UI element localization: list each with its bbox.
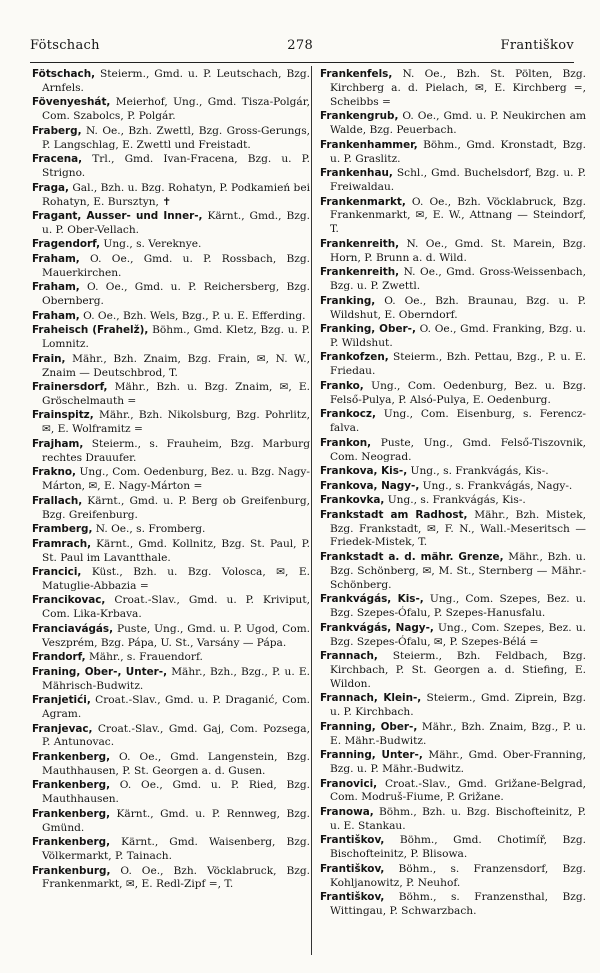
gazetteer-entry (320, 480, 586, 494)
entry-description: Steierm., Gmd. u. P. Leutschach, Bzg. Arnfels. (42, 68, 310, 94)
entry-term: Frain, (32, 352, 66, 365)
entry-description: Ung., s. Frankvágás, Nagy-. (419, 479, 573, 492)
entry-term: Frankenburg, (32, 864, 111, 877)
gazetteer-entry (32, 253, 310, 281)
entry-term: Frallach, (32, 494, 83, 507)
entry-description: Kärnt., Gmd. u. P. Berg ob Greifenburg, Bzg. Greifenburg. (42, 494, 310, 521)
gazetteer-entry (32, 182, 310, 210)
entry-term: Frankofzen, (320, 351, 389, 364)
entry-description: Kärnt., Gmd. Waisenberg, Bzg. Völkermarkt, P. Tainach. (42, 836, 310, 863)
entry-description: Steierm., Bzh. Feldbach, Bzg. Kirchbach, P. St. Georgen a. d. Stiefing, E. Wildon. (330, 650, 586, 690)
entry-description: Ung., Com. Szepes, Bez. u. Bzg. Szepes-Ófalu, ✉, P. Szepes-Bélá = (330, 621, 586, 648)
gazetteer-entry (320, 351, 586, 379)
gazetteer-entry (32, 495, 310, 523)
gazetteer-entry (32, 353, 310, 381)
entry-description: O. Oe., Gmd. u. P. Neukirchen am Walde, Bzg. Peuerbach. (330, 110, 586, 137)
entry-term: Frankovka, (320, 494, 385, 507)
entry-description: Böhm., Gmd. Chotimíř, Bzg. Bischofteinitz, P. Blisowa. (330, 834, 586, 861)
gazetteer-entry (320, 749, 586, 777)
page-header (30, 36, 574, 54)
page-number: 278 (287, 37, 314, 53)
entry-description: Kärnt., Gmd. Kollnitz, Bzg. St. Paul, P. St. Paul im Lavantthale. (42, 537, 310, 564)
entry-term: Frannach, (320, 650, 378, 663)
entry-description: Böhm., Gmd. Kletz, Bzg. u. P. Lomnitz. (42, 324, 310, 351)
entry-description: Croat.-Slav., Gmd. u. P. Kriviput, Com. Lika-Krbava. (42, 594, 310, 621)
left-column (32, 68, 310, 893)
gazetteer-entry (32, 836, 310, 864)
gazetteer-entry (320, 622, 586, 650)
entry-description: Ung., s. Vereknye. (100, 238, 202, 251)
gazetteer-entry (320, 68, 586, 110)
entry-term: Frankenhau, (320, 167, 393, 180)
entry-description: Croat.-Slav., Gmd. u. P. Draganić, Com. Agram. (42, 694, 310, 721)
gazetteer-entry (32, 538, 310, 566)
gazetteer-entry (32, 125, 310, 153)
entry-term: Frannach, Klein-, (320, 692, 422, 705)
gazetteer-entry (32, 808, 310, 836)
gazetteer-entry (32, 381, 310, 409)
gazetteer-entry (320, 692, 586, 720)
entry-description: O. Oe., Gmd. Franking, Bzg. u. P. Wildshut. (330, 323, 586, 349)
gazetteer-entry (32, 723, 310, 751)
entry-description: O. Oe., Gmd. u. P. Reichersberg, Bzg. Obernberg. (42, 281, 310, 308)
entry-description: Ung., s. Frankvágás, Kis-. (407, 465, 549, 478)
gazetteer-entry (320, 891, 586, 919)
header-right-guide-word: Františkov (500, 37, 574, 53)
entry-term: Franjetići, (32, 694, 91, 707)
gazetteer-entry (32, 779, 310, 807)
entry-term: Framberg, (32, 523, 93, 536)
entry-term: Fötschach, (32, 68, 96, 80)
entry-term: Frankenmarkt, (320, 195, 406, 208)
gazetteer-entry (320, 167, 586, 195)
entry-term: Frankova, Kis-, (320, 465, 408, 478)
entry-description: Küst., Bzh. u. Bzg. Volosca, ✉, E. Matuglie-Abbazia = (42, 566, 310, 592)
gazetteer-entry (32, 96, 310, 124)
gazetteer-entry (32, 238, 310, 252)
gazetteer-entry (32, 651, 310, 665)
entry-term: Frankstadt a. d. mähr. Grenze, (320, 550, 504, 563)
gazetteer-entry (320, 593, 586, 621)
entry-term: Franjevac, (32, 722, 93, 735)
gazetteer-entry (320, 110, 586, 138)
entry-term: Franking, (320, 294, 376, 307)
gazetteer-entry (32, 153, 310, 181)
entry-description: Ung., Com. Szepes, Bez. u. Bzg. Szepes-Ófalu, P. Szepes-Hanusfalu. (330, 593, 586, 620)
entry-term: Framrach, (32, 537, 92, 550)
entry-description: Ung., Com. Oedenburg, Bez. u. Bzg. Felső-Pulya, P. Alsó-Pulya, E. Oedenburg. (330, 379, 586, 406)
gazetteer-entry (32, 566, 310, 594)
entry-term: Fraham, (32, 309, 80, 322)
gazetteer-entry (32, 310, 310, 324)
entry-term: Frankenberg, (32, 807, 111, 820)
gazetteer-entry (32, 694, 310, 722)
gazetteer-entry (32, 865, 310, 893)
gazetteer-entry (320, 139, 586, 167)
entry-description: Mähr., Bzh. Znaim, Bzg., P. u. E. Mähr.-Budwitz. (330, 720, 586, 747)
entry-description: Trl., Gmd. Ivan-Fracena, Bzg. u. P. Strigno. (42, 153, 310, 180)
entry-description: Mähr., s. Frauendorf. (85, 651, 203, 664)
entry-description: Böhm., s. Franzensdorf, Bzg. Kohljanowitz, P. Neuhof. (330, 862, 586, 889)
entry-term: Frankon, (320, 436, 372, 449)
entry-term: Francikovac, (32, 594, 106, 607)
entry-description: N. Oe., Bzh. St. Pölten, Bzg. Kirchberg a. d. Pielach, ✉, E. Kirchberg =, Scheibbs = (330, 68, 586, 108)
entry-term: Fraham, (32, 252, 80, 265)
entry-term: Františkov, (320, 891, 385, 904)
entry-description: Böhm., s. Franzensthal, Bzg. Wittingau, P. Schwarzbach. (330, 891, 586, 918)
gazetteer-entry (320, 834, 586, 862)
entry-description: Mähr., Bzh. u. Bzg. Schönberg, ✉, M. St., Sternberg — Mähr.-Schönberg. (330, 550, 586, 591)
entry-description: Mähr., Bzh. u. Bzg. Znaim, ✉, E. Gröschelmauth = (42, 381, 310, 407)
entry-description: Ung., s. Frankvágás, Kis-. (384, 494, 526, 507)
entry-term: Frandorf, (32, 651, 86, 664)
entry-term: Franovici, (320, 777, 378, 790)
entry-term: Franko, (320, 379, 364, 392)
gazetteer-entry (320, 509, 586, 551)
entry-description: Mähr., Bzh. Mistek, Bzg. Frankstadt, ✉, F. N., Wall.-Meseritsch — Friedek-Mistek, T. (330, 508, 586, 549)
entry-description: N. Oe., Gmd. St. Marein, Bzg. Horn, P. Brunn a. d. Wild. (330, 237, 586, 264)
gazetteer-entry (32, 623, 310, 651)
entry-description: Croat.-Slav., Gmd. Gaj, Com. Pozsega, P. Antunovac. (42, 722, 310, 749)
gazetteer-entry (32, 438, 310, 466)
entry-term: Frankenhammer, (320, 138, 418, 151)
entry-description: O. Oe., Bzh. Braunau, Bzg. u. P. Wildshut, E. Oberndorf. (330, 294, 586, 321)
entry-term: Fragant, Ausser- und Inner-, (32, 210, 203, 223)
gazetteer-entry (320, 551, 586, 593)
entry-description: Böhm., Gmd. Kronstadt, Bzg. u. P. Graslitz. (330, 138, 586, 165)
gazetteer-entry (320, 323, 586, 351)
entry-description: Ung., Com. Oedenburg, Bez. u. Bzg. Nagy-Márton, ✉, E. Nagy-Márton = (42, 466, 310, 493)
entry-description: O. Oe., Bzh. Vöcklabruck, Bzg. Frankenmarkt, ✉, E. Redl-Zipf =, T. (42, 864, 310, 891)
entry-term: Frankenfels, (320, 68, 393, 80)
entry-description: Steierm., Gmd. Ziprein, Bzg. u. P. Kirchbach. (330, 692, 587, 719)
entry-term: Franciavágás, (32, 622, 114, 635)
gazetteer-entry (32, 751, 310, 779)
entry-term: Fracena, (32, 153, 83, 166)
entry-description: O. Oe., Gmd. Langenstein, Bzg. Mauthhausen, P. St. Georgen a. d. Gusen. (42, 750, 310, 777)
entry-term: Fragendorf, (32, 238, 101, 251)
entry-description: O. Oe., Bzh. Vöcklabruck, Bzg. Frankenmarkt, ✉, E. W., Attnang — Steindorf, T. (330, 195, 586, 236)
entry-description: Croat.-Slav., Gmd. Grižane-Belgrad, Com. Modruš-Fiume, P. Grižane. (330, 777, 586, 804)
gazetteer-entry (320, 295, 586, 323)
column-divider (311, 66, 312, 955)
entry-term: Franking, Ober-, (320, 323, 416, 336)
entry-term: Frankenberg, (32, 779, 111, 792)
entry-term: Fraham, (32, 281, 80, 294)
gazetteer-entry (32, 523, 310, 537)
entry-description: Mähr., Bzh., Bzg., P. u. E. Mährisch-Budwitz. (42, 665, 310, 692)
gazetteer-entry (32, 409, 310, 437)
entry-term: Francici, (32, 566, 82, 578)
entry-description: Puste, Ung., Gmd. Felső-Tiszovnik, Com. Neograd. (330, 436, 586, 463)
gazetteer-entry (32, 210, 310, 238)
entry-term: Frankova, Nagy-, (320, 479, 420, 492)
entry-term: Franning, Unter-, (320, 749, 423, 762)
entry-description: Mähr., Gmd. Ober-Franning, Bzg. u. P. Mähr.-Budwitz. (330, 749, 586, 776)
entry-term: Frankocz, (320, 408, 376, 421)
gazetteer-entry (320, 863, 586, 891)
entry-description: Mähr., Bzh. Znaim, Bzg. Frain, ✉, N. W., Znaim — Deutschbrod, T. (42, 352, 310, 379)
entry-description: Meierhof, Ung., Gmd. Tisza-Polgár, Com. Szabolcs, P. Polgár. (42, 96, 310, 123)
gazetteer-entry (320, 465, 586, 479)
right-column (320, 68, 586, 920)
entry-description: N. Oe., s. Fromberg. (92, 523, 206, 536)
entry-term: Frankstadt am Radhost, (320, 508, 468, 521)
entry-term: Fraheisch (Frahelž), (32, 324, 149, 337)
gazetteer-entry (32, 324, 310, 352)
entry-term: Frajham, (32, 437, 84, 450)
entry-description: Schl., Gmd. Buchelsdorf, Bzg. u. P. Freiwaldau. (330, 167, 586, 194)
entry-term: Frankvágás, Nagy-, (320, 621, 434, 634)
entry-description: O. Oe., Gmd. u. P. Ried, Bzg. Mauthhausen. (42, 779, 310, 806)
gazetteer-entry (320, 494, 586, 508)
entry-description: Mähr., Bzh. Nikolsburg, Bzg. Pohrlitz, ✉, E. Wolframitz = (42, 409, 310, 436)
gazetteer-entry (320, 778, 586, 806)
gazetteer-entry (320, 196, 586, 238)
gazetteer-entry (320, 238, 586, 266)
gazetteer-entry (32, 594, 310, 622)
entry-term: Františkov, (320, 862, 385, 875)
gazetteer-entry (32, 466, 310, 494)
gazetteer-entry (320, 408, 586, 436)
entry-term: Frankenberg, (32, 836, 111, 849)
entry-term: Franowa, (320, 805, 374, 818)
gazetteer-entry (320, 380, 586, 408)
entry-term: Frainspitz, (32, 409, 94, 422)
entry-term: Fraberg, (32, 124, 82, 137)
gazetteer-entry (320, 650, 586, 692)
entry-description: Gal., Bzh. u. Bzg. Rohatyn, P. Podkamień bei Rohatyn, E. Bursztyn, ✝ (42, 181, 310, 208)
gazetteer-entry (320, 806, 586, 834)
header-left-guide-word: Fötschach (30, 37, 100, 53)
entry-term: Frakno, (32, 466, 76, 479)
entry-term: Franing, Ober-, Unter-, (32, 665, 168, 678)
gazetteer-entry (320, 266, 586, 294)
entry-term: Frankenreith, (320, 266, 400, 279)
entry-term: Frankvágás, Kis-, (320, 593, 424, 606)
gazetteer-entry (320, 721, 586, 749)
entry-term: Fövenyeshát, (32, 96, 111, 109)
entry-description: O. Oe., Bzh. Wels, Bzg., P. u. E. Efferding. (79, 309, 306, 322)
entry-description: Böhm., Bzh. u. Bzg. Bischofteinitz, P. u. E. Stankau. (330, 805, 586, 832)
entry-description: Puste, Ung., Gmd. u. P. Ugod, Com. Veszprém, Bzg. Pápa, U. St., Varsány — Pápa. (42, 622, 310, 649)
entry-description: Ung., Com. Eisenburg, s. Ferencz-falva. (330, 408, 586, 435)
entry-term: Frankenreith, (320, 237, 400, 250)
entry-term: Frankenberg, (32, 750, 111, 763)
entry-description: Steierm., s. Frauheim, Bzg. Marburg rechtes Drauufer. (42, 437, 310, 464)
entry-term: Frainersdorf, (32, 381, 108, 394)
entry-description: N. Oe., Bzh. Zwettl, Bzg. Gross-Gerungs, P. Langschlag, E. Zwettl und Freistadt. (42, 124, 310, 151)
entry-term: Františkov, (320, 834, 385, 847)
header-rule (30, 62, 574, 63)
gazetteer-entry (32, 68, 310, 96)
entry-description: N. Oe., Gmd. Gross-Weissenbach, Bzg. u. P. Zwettl. (330, 266, 586, 293)
entry-term: Fraga, (32, 181, 69, 194)
entry-term: Frankengrub, (320, 110, 399, 123)
entry-description: O. Oe., Gmd. u. P. Rossbach, Bzg. Mauerkirchen. (42, 252, 310, 279)
entry-description: Kärnt., Gmd. u. P. Rennweg, Bzg. Gmünd. (42, 807, 310, 834)
entry-description: Steierm., Bzh. Pettau, Bzg., P. u. E. Friedau. (330, 351, 586, 378)
gazetteer-entry (32, 281, 310, 309)
gazetteer-entry (32, 666, 310, 694)
entry-description: Kärnt., Gmd., Bzg. u. P. Ober-Vellach. (42, 210, 310, 236)
entry-term: Franning, Ober-, (320, 720, 418, 733)
gazetteer-entry (320, 437, 586, 465)
